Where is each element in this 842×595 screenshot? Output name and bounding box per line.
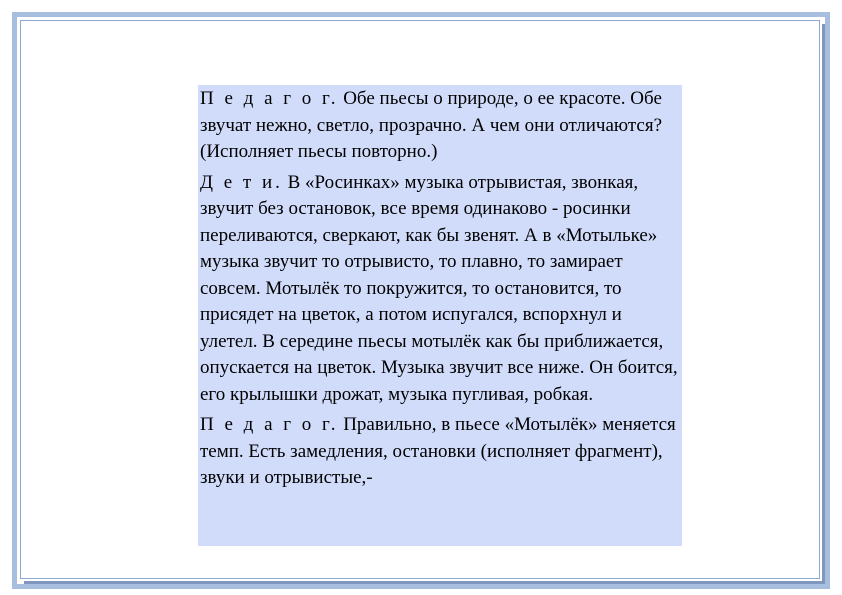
paragraph-teacher-2: [200, 412, 680, 492]
speaker-label: Д е т и.: [200, 171, 283, 193]
paragraph-text: Правильно, в пьесе «Мотылёк» меняется темп. Есть замедления, остановки (исполняет фрагмент), звуки и отрывистые,-: [200, 414, 676, 488]
paragraph-teacher-1: [200, 86, 680, 166]
paragraph-text: Обе пьесы о природе, о ее красоте. Обе звучат нежно, светло, прозрачно. А чем они отличаются? (Исполняет пьесы повторно.): [200, 88, 663, 162]
paragraph-text: В «Росинках» музыка отрывистая, звонкая, звучит без остановок, все время одинаково - росинки переливаются, сверкают, как бы звенят. А в «Мотыльке» музыка звучит то отрывисто, то плавно, то замирает совсем. Мотылёк то покружится, то остановится, то присядет на цветок, а потом испугался, вспорхнул и улетел. В середине пьесы мотылёк как бы приближается, опускается на цветок. Музыка звучит все ниже. Он боится, его крылышки дрожат, музыка пугливая, робкая.: [200, 171, 678, 405]
paragraph-children: [200, 170, 680, 409]
speaker-label: П е д а г о г.: [200, 414, 339, 435]
dialogue-text-box: [198, 85, 682, 546]
speaker-label: П е д а г о г.: [200, 88, 339, 109]
